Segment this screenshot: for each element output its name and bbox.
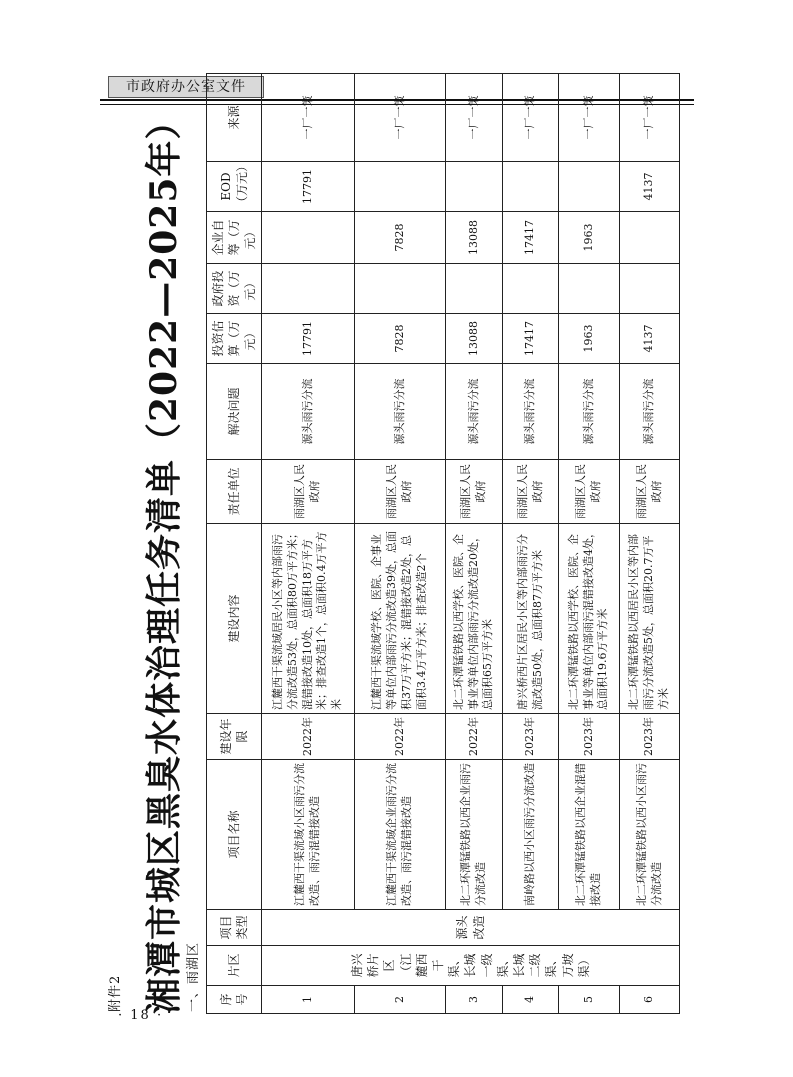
cell-problem: 源头雨污分流 [355, 364, 446, 460]
cell-no: 6 [620, 986, 680, 1014]
col-header-gov: 政府投资（万元） [207, 264, 262, 314]
cell-source: 一厂一策 [355, 74, 446, 162]
cell-self [620, 212, 680, 264]
col-header-region: 片区 [207, 946, 262, 986]
cell-eod [446, 162, 503, 212]
cell-content: 北二环潭锰铁路以西学校、医院、企事业等单位内部雨污混错接改造4处，总面积19.6万平方米 [559, 524, 620, 714]
cell-invest: 1963 [559, 314, 620, 364]
document-header-label: 市政府办公室文件 [108, 76, 264, 98]
cell-gov [446, 264, 503, 314]
page-number: · 18 · [118, 1008, 164, 1023]
cell-invest: 17791 [262, 314, 355, 364]
cell-no: 3 [446, 986, 503, 1014]
cell-content: 北二环潭锰铁路以西居民小区等内部雨污分流改造5处，总面积20.7万平方米 [620, 524, 680, 714]
attachment-label: 附件2 [108, 974, 123, 1012]
cell-eod: 17791 [262, 162, 355, 212]
cell-self: 13088 [446, 212, 503, 264]
table-row [446, 74, 503, 1014]
cell-unit: 雨湖区人民政府 [620, 460, 680, 524]
col-header-source: 来源 [207, 74, 262, 162]
cell-source: 一厂一策 [620, 74, 680, 162]
table-row [503, 74, 559, 1014]
cell-name: 南岭路以西小区雨污分流改造 [503, 760, 559, 910]
cell-category: 源头改造 [262, 910, 680, 946]
col-header-unit: 责任单位 [207, 460, 262, 524]
col-header-content: 建设内容 [207, 524, 262, 714]
cell-content: 江麓西干渠流域居民小区等内部雨污分流改造53处，总面积80万平方米；混错接改造10处，总面积18万平方米；排查改造1个，总面积0.4万平方米 [262, 524, 355, 714]
cell-eod [559, 162, 620, 212]
document-title: 湘潭市城区黑臭水体治理任务清单（2022—2025年） [143, 102, 185, 1014]
cell-year: 2023年 [620, 714, 680, 760]
cell-unit: 雨湖区人民政府 [262, 460, 355, 524]
cell-source: 一厂一策 [503, 74, 559, 162]
cell-invest: 4137 [620, 314, 680, 364]
cell-problem: 源头雨污分流 [620, 364, 680, 460]
cell-source: 一厂一策 [446, 74, 503, 162]
table-row [559, 74, 620, 1014]
cell-self: 1963 [559, 212, 620, 264]
cell-name: 江麓西干渠流域小区雨污分流改造、雨污混错接改造 [262, 760, 355, 910]
cell-year: 2022年 [262, 714, 355, 760]
cell-name: 江麓西干渠流域企业雨污分流改造、雨污混错接改造 [355, 760, 446, 910]
cell-gov [620, 264, 680, 314]
cell-self: 7828 [355, 212, 446, 264]
cell-no: 2 [355, 986, 446, 1014]
cell-source: 一厂一策 [559, 74, 620, 162]
cell-content: 江麓西干渠流域学校、医院、企事业等单位内部雨污分流改造39处，总面积37万平方米；混错接改造2处，总面积3.4万平方米；排查改造2个 [355, 524, 446, 714]
cell-year: 2023年 [503, 714, 559, 760]
cell-unit: 雨湖区人民政府 [559, 460, 620, 524]
cell-invest: 7828 [355, 314, 446, 364]
cell-unit: 雨湖区人民政府 [503, 460, 559, 524]
task-table [206, 73, 680, 1014]
cell-year: 2022年 [355, 714, 446, 760]
cell-name: 北二环潭锰铁路以西企业混错接改造 [559, 760, 620, 910]
cell-self: 17417 [503, 212, 559, 264]
cell-region: 唐兴桥片区（江麓西干渠、长城一级渠、长城二级渠、万坡渠） [262, 946, 680, 986]
table-header-row [207, 74, 262, 1014]
cell-gov [262, 264, 355, 314]
cell-problem: 源头雨污分流 [262, 364, 355, 460]
col-header-year: 建设年限 [207, 714, 262, 760]
cell-unit: 雨湖区人民政府 [446, 460, 503, 524]
cell-name: 北二环潭锰铁路以西企业雨污分流改造 [446, 760, 503, 910]
col-header-self: 企业自筹（万元） [207, 212, 262, 264]
cell-no: 5 [559, 986, 620, 1014]
col-header-name: 项目名称 [207, 760, 262, 910]
cell-name: 北二环潭锰铁路以西小区雨污分流改造 [620, 760, 680, 910]
cell-year: 2022年 [446, 714, 503, 760]
cell-problem: 源头雨污分流 [503, 364, 559, 460]
rotated-page-content [100, 95, 694, 1024]
table-row [355, 74, 446, 1014]
cell-self [262, 212, 355, 264]
col-header-problem: 解决问题 [207, 364, 262, 460]
cell-source: 一厂一策 [262, 74, 355, 162]
cell-content: 北二环潭锰铁路以西学校、医院、企事业等单位内部雨污分流改造20处，总面积65万平方米 [446, 524, 503, 714]
cell-gov [559, 264, 620, 314]
cell-problem: 源头雨污分流 [446, 364, 503, 460]
cell-eod: 4137 [620, 162, 680, 212]
col-header-no: 序号 [207, 986, 262, 1014]
cell-eod [503, 162, 559, 212]
cell-gov [503, 264, 559, 314]
cell-invest: 13088 [446, 314, 503, 364]
section-heading: 一、雨湖区 [186, 941, 201, 1012]
cell-unit: 雨湖区人民政府 [355, 460, 446, 524]
cell-gov [355, 264, 446, 314]
cell-no: 1 [262, 986, 355, 1014]
cell-eod [355, 162, 446, 212]
cell-no: 4 [503, 986, 559, 1014]
col-header-type: 项目类型 [207, 910, 262, 946]
cell-problem: 源头雨污分流 [559, 364, 620, 460]
cell-invest: 17417 [503, 314, 559, 364]
cell-content: 唐兴桥西片区居民小区等内部雨污分流改造50处，总面积87万平方米 [503, 524, 559, 714]
cell-year: 2023年 [559, 714, 620, 760]
col-header-invest: 投资估算（万元） [207, 314, 262, 364]
table-row [262, 74, 355, 1014]
col-header-eod: EOD（万元） [207, 162, 262, 212]
table-row [620, 74, 680, 1014]
